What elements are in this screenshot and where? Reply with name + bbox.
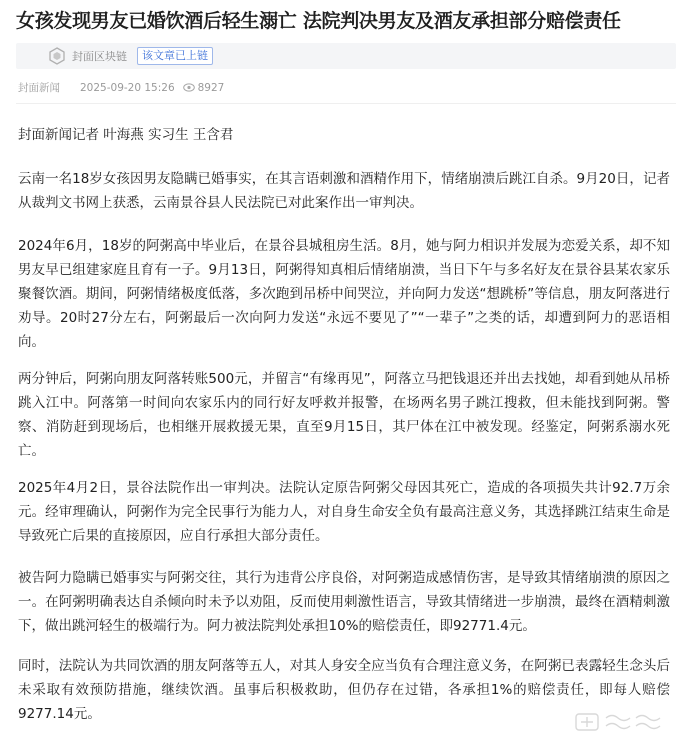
watermark-logo [570, 708, 680, 736]
article-title: 女孩发现男友已婚饮酒后轻生溺亡 法院判决男友及酒友承担部分赔偿责任 [16, 10, 621, 32]
blockchain-icon [48, 47, 66, 65]
article-meta [18, 80, 224, 95]
header-divider [16, 103, 676, 104]
onchain-link[interactable]: 该文章已上链 [137, 47, 213, 65]
paragraph-1: 云南一名18岁女孩因男友隐瞒已婚事实，在其言语刺激和酒精作用下，情绪崩溃后跳江自杀。9月20日，记者从裁判文书网上获悉，云南景谷县人民法院已对此案作出一审判决。 [18, 171, 670, 211]
blockchain-bar [16, 43, 676, 69]
article-source[interactable]: 封面新闻 [18, 82, 60, 94]
paragraph-5: 被告阿力隐瞒已婚事实与阿粥交往，其行为违背公序良俗，对阿粥造成感情伤害，是导致其情绪崩溃的原因之一。在阿粥明确表达自杀倾向时未予以劝阻，反而使用刺激性语言，导致其情绪进一步崩溃，最终在酒精刺激下，做出跳河轻生的极端行为。阿力被法院判处承担10%的赔偿责任，即92771.4元。 [18, 570, 670, 634]
article-byline: 封面新闻记者 叶海燕 实习生 王含君 [18, 127, 234, 143]
paragraph-2: 2024年6月，18岁的阿粥高中毕业后，在景谷县城租房生活。8月，她与阿力相识并发展为恋爱关系，却不知男友早已组建家庭且育有一子。9月13日，阿粥得知真相后情绪崩溃，当日下午与多名好友在景谷县某农家乐聚餐饮酒。期间，阿粥情绪极度低落，多次跑到吊桥中间哭泣，并向阿力发送“想跳桥”等信息，朋友阿落进行劝导。20时27分左右，阿粥最后一次向阿力发送“永远不要见了”“一辈子”之类的话，却遭到阿力的恶语相向。 [18, 238, 670, 350]
blockchain-label: 封面区块链 [72, 50, 127, 63]
view-count: 8927 [197, 81, 225, 94]
article-date: 2025-09-20 15:26 [80, 81, 175, 94]
paragraph-3: 两分钟后，阿粥向朋友阿落转账500元，并留言“有缘再见”，阿落立马把钱退还并出去找她，却看到她从吊桥跳入江中。阿落第一时间向农家乐内的同行好友呼救并报警，在场两名男子跳江搜救，但未能找到阿粥。警察、消防赶到现场后，也相继开展救援无果，直至9月15日，其尸体在江中被发现。经鉴定，阿粥系溺水死亡。 [18, 371, 670, 459]
paragraph-4: 2025年4月2日，景谷法院作出一审判决。法院认定原告阿粥父母因其死亡，造成的各项损失共计92.7万余元。经审理确认，阿粥作为完全民事行为能力人，对自身生命安全负有最高注意义务，其选择跳江结束生命是导致死亡后果的直接原因，应自行承担大部分责任。 [18, 480, 670, 544]
paragraph-6: 同时，法院认为共同饮酒的朋友阿落等五人，对其人身安全应当负有合理注意义务，在阿粥已表露轻生念头后未采取有效预防措施，继续饮酒。虽事后积极救助，但仍存在过错，各承担1%的赔偿责任，即每人赔偿9277.14元。 [18, 658, 670, 722]
eye-icon [183, 83, 195, 92]
